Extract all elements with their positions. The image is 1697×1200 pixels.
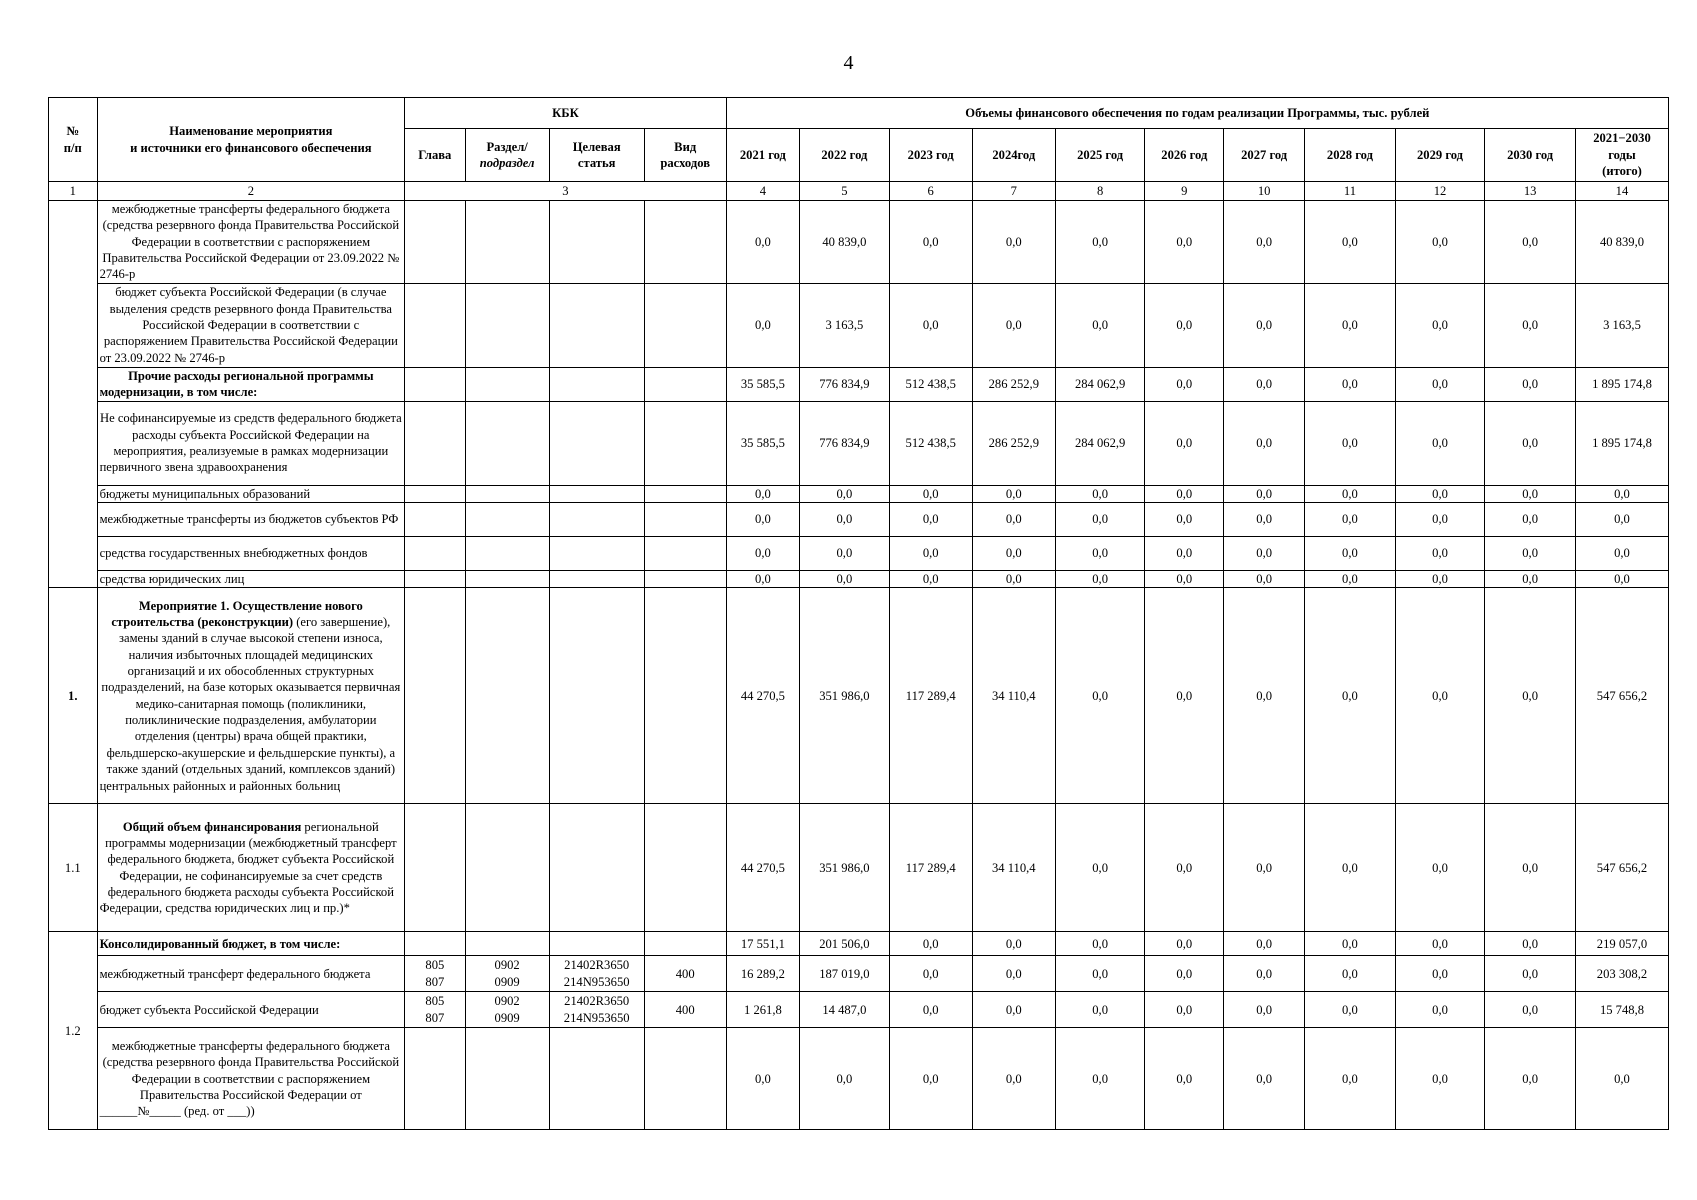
- year-value: 34 110,4: [972, 804, 1055, 932]
- year-value: 0,0: [1485, 536, 1576, 570]
- row-number: 1.: [49, 588, 98, 804]
- table-row: [49, 283, 1669, 367]
- year-value: 219 057,0: [1575, 932, 1668, 956]
- kbk-glava: [405, 932, 465, 956]
- year-value: 0,0: [726, 570, 799, 587]
- row-name-text: средства юридических лиц: [99, 571, 245, 586]
- year-value: 0,0: [972, 485, 1055, 502]
- row-name-text: средства государственных внебюджетных фондов: [99, 546, 368, 561]
- header-vid: Вид расходов: [644, 129, 726, 182]
- row-name-bold: Консолидированный бюджет, в том числе:: [99, 936, 341, 951]
- column-number: 6: [889, 182, 972, 201]
- year-value: 0,0: [1224, 804, 1305, 932]
- year-value: 547 656,2: [1575, 588, 1668, 804]
- row-name: [97, 536, 405, 570]
- kbk-razdel: [465, 1028, 549, 1130]
- header-year-total: 2021−2030 годы (итого): [1575, 129, 1668, 182]
- year-value: 0,0: [1224, 536, 1305, 570]
- year-value: 0,0: [1485, 502, 1576, 536]
- year-value: 0,0: [800, 485, 890, 502]
- year-value: 0,0: [1485, 1028, 1576, 1130]
- year-value: 0,0: [1305, 502, 1396, 536]
- year-value: 0,0: [972, 1028, 1055, 1130]
- year-value: 0,0: [1305, 201, 1396, 284]
- year-value: 284 062,9: [1055, 401, 1145, 485]
- year-value: 0,0: [1145, 367, 1224, 401]
- kbk-glava: 805 807: [405, 956, 465, 992]
- header-volumes: Объемы финансового обеспечения по годам реализации Программы, тыс. рублей: [726, 98, 1668, 129]
- table-row: [49, 1028, 1669, 1130]
- year-value: 0,0: [1145, 1028, 1224, 1130]
- year-value: 0,0: [1575, 570, 1668, 587]
- year-value: 0,0: [1145, 804, 1224, 932]
- year-value: 0,0: [1395, 588, 1485, 804]
- column-number: 11: [1305, 182, 1396, 201]
- column-number: 10: [1224, 182, 1305, 201]
- year-value: 0,0: [726, 536, 799, 570]
- year-value: 0,0: [1395, 570, 1485, 587]
- year-value: 286 252,9: [972, 367, 1055, 401]
- row-name: [97, 804, 405, 932]
- kbk-celevaya: 21402R3650 214N953650: [549, 956, 644, 992]
- year-value: 0,0: [1055, 804, 1145, 932]
- kbk-celevaya: [549, 588, 644, 804]
- column-number: 14: [1575, 182, 1668, 201]
- kbk-razdel: [465, 932, 549, 956]
- header-year: 2026 год: [1145, 129, 1224, 182]
- kbk-vid: 400: [644, 956, 726, 992]
- kbk-celevaya: [549, 201, 644, 284]
- kbk-razdel: [465, 502, 549, 536]
- year-value: 1 895 174,8: [1575, 401, 1668, 485]
- year-value: 0,0: [1224, 570, 1305, 587]
- year-value: 201 506,0: [800, 932, 890, 956]
- table-row: [49, 536, 1669, 570]
- year-value: 0,0: [972, 502, 1055, 536]
- year-value: 16 289,2: [726, 956, 799, 992]
- year-value: 35 585,5: [726, 367, 799, 401]
- kbk-celevaya: [549, 804, 644, 932]
- header-razdel-bottom: подраздел: [479, 156, 535, 170]
- year-value: 0,0: [1485, 992, 1576, 1028]
- year-value: 0,0: [1055, 570, 1145, 587]
- year-value: 0,0: [889, 502, 972, 536]
- year-value: 0,0: [1145, 401, 1224, 485]
- year-value: 3 163,5: [800, 283, 890, 367]
- row-name: [97, 367, 405, 401]
- year-value: 0,0: [1485, 588, 1576, 804]
- year-value: 0,0: [972, 992, 1055, 1028]
- table-row: [49, 201, 1669, 284]
- year-value: 0,0: [1145, 502, 1224, 536]
- kbk-vid: [644, 570, 726, 587]
- year-value: 0,0: [1055, 588, 1145, 804]
- year-value: 0,0: [1395, 932, 1485, 956]
- year-value: 0,0: [1305, 804, 1396, 932]
- year-value: 0,0: [1055, 1028, 1145, 1130]
- kbk-glava: [405, 367, 465, 401]
- year-value: 0,0: [889, 201, 972, 284]
- kbk-glava: [405, 502, 465, 536]
- year-value: 0,0: [889, 932, 972, 956]
- kbk-razdel: [465, 588, 549, 804]
- year-value: 0,0: [1305, 992, 1396, 1028]
- year-value: 0,0: [889, 992, 972, 1028]
- header-year: 2023 год: [889, 129, 972, 182]
- column-number: 3: [405, 182, 727, 201]
- year-value: 0,0: [1305, 283, 1396, 367]
- kbk-razdel: 0902 0909: [465, 992, 549, 1028]
- header-kbk: КБК: [405, 98, 727, 129]
- kbk-celevaya: [549, 502, 644, 536]
- row-name-text: межбюджетные трансферты федерального бюджета (средства резервного фонда Правительства Российской Федерации в соответствии с распоряжением Правительства Российской Федерации от ______№_____ (ред. от ___)): [99, 1038, 400, 1119]
- header-year: 2024год: [972, 129, 1055, 182]
- year-value: 0,0: [1395, 367, 1485, 401]
- year-value: 34 110,4: [972, 588, 1055, 804]
- kbk-celevaya: [549, 570, 644, 587]
- year-value: 0,0: [1055, 992, 1145, 1028]
- year-value: 0,0: [1485, 932, 1576, 956]
- year-value: 0,0: [1305, 932, 1396, 956]
- year-value: 0,0: [726, 201, 799, 284]
- row-name-text: межбюджетный трансферт федерального бюджета: [99, 966, 371, 981]
- table-row: [49, 367, 1669, 401]
- column-number: 12: [1395, 182, 1485, 201]
- year-value: 0,0: [1055, 502, 1145, 536]
- year-value: 117 289,4: [889, 588, 972, 804]
- kbk-vid: [644, 1028, 726, 1130]
- year-value: 0,0: [800, 502, 890, 536]
- year-value: 0,0: [1145, 570, 1224, 587]
- header-year: 2028 год: [1305, 129, 1396, 182]
- year-value: 0,0: [726, 283, 799, 367]
- year-value: 0,0: [1145, 932, 1224, 956]
- year-value: 351 986,0: [800, 804, 890, 932]
- row-name-text: межбюджетные трансферты из бюджетов субъектов РФ: [99, 512, 399, 527]
- row-name: [97, 992, 405, 1028]
- year-value: 0,0: [889, 283, 972, 367]
- column-number: 7: [972, 182, 1055, 201]
- year-value: 284 062,9: [1055, 367, 1145, 401]
- year-value: 286 252,9: [972, 401, 1055, 485]
- year-value: 0,0: [1395, 992, 1485, 1028]
- year-value: 0,0: [1575, 485, 1668, 502]
- year-value: 0,0: [1575, 1028, 1668, 1130]
- header-year: 2021 год: [726, 129, 799, 182]
- year-value: 0,0: [1395, 956, 1485, 992]
- kbk-razdel: [465, 201, 549, 284]
- year-value: 0,0: [1395, 485, 1485, 502]
- year-value: 0,0: [1224, 992, 1305, 1028]
- year-value: 547 656,2: [1575, 804, 1668, 932]
- kbk-razdel: [465, 485, 549, 502]
- year-value: 35 585,5: [726, 401, 799, 485]
- year-value: 0,0: [1224, 502, 1305, 536]
- year-value: 0,0: [1145, 536, 1224, 570]
- year-value: 0,0: [972, 536, 1055, 570]
- year-value: 0,0: [1305, 401, 1396, 485]
- year-value: 0,0: [726, 485, 799, 502]
- year-value: 0,0: [1224, 485, 1305, 502]
- header-num: № п/п: [49, 98, 98, 182]
- year-value: 0,0: [1145, 201, 1224, 284]
- header-year: 2029 год: [1395, 129, 1485, 182]
- kbk-glava: [405, 1028, 465, 1130]
- column-number: 8: [1055, 182, 1145, 201]
- year-value: 0,0: [1395, 1028, 1485, 1130]
- kbk-razdel: [465, 570, 549, 587]
- kbk-glava: [405, 804, 465, 932]
- year-value: 0,0: [1224, 401, 1305, 485]
- row-name: [97, 502, 405, 536]
- year-value: 0,0: [1305, 485, 1396, 502]
- year-value: 0,0: [1485, 956, 1576, 992]
- year-value: 17 551,1: [726, 932, 799, 956]
- table-row: [49, 401, 1669, 485]
- year-value: 0,0: [1224, 283, 1305, 367]
- year-value: 0,0: [889, 485, 972, 502]
- year-value: 0,0: [726, 502, 799, 536]
- kbk-celevaya: [549, 485, 644, 502]
- year-value: 14 487,0: [800, 992, 890, 1028]
- kbk-celevaya: [549, 367, 644, 401]
- column-number: 2: [97, 182, 405, 201]
- column-number: 13: [1485, 182, 1576, 201]
- year-value: 0,0: [1395, 283, 1485, 367]
- year-value: 512 438,5: [889, 367, 972, 401]
- kbk-razdel: 0902 0909: [465, 956, 549, 992]
- year-value: 0,0: [1575, 536, 1668, 570]
- row-name-text: Не софинансируемые из средств федерального бюджета расходы субъекта Российской Федерации на мероприятия, реализуемые в рамках модернизации первичного звена здравоохранения: [99, 411, 402, 475]
- year-value: 0,0: [1145, 992, 1224, 1028]
- year-value: 0,0: [1055, 536, 1145, 570]
- year-value: 0,0: [800, 536, 890, 570]
- kbk-glava: [405, 283, 465, 367]
- kbk-glava: [405, 570, 465, 587]
- year-value: 1 895 174,8: [1575, 367, 1668, 401]
- kbk-razdel: [465, 804, 549, 932]
- header-year: 2030 год: [1485, 129, 1576, 182]
- table-row: [49, 932, 1669, 956]
- table-row: [49, 502, 1669, 536]
- row-number: 1.1: [49, 804, 98, 932]
- table-row: [49, 485, 1669, 502]
- year-value: 0,0: [1395, 502, 1485, 536]
- kbk-celevaya: [549, 283, 644, 367]
- year-value: 0,0: [1224, 1028, 1305, 1130]
- year-value: 0,0: [1224, 956, 1305, 992]
- year-value: 0,0: [1485, 283, 1576, 367]
- year-value: 0,0: [1224, 367, 1305, 401]
- year-value: 187 019,0: [800, 956, 890, 992]
- year-value: 0,0: [1305, 956, 1396, 992]
- header-year: 2022 год: [800, 129, 890, 182]
- header-razdel: [465, 129, 549, 182]
- kbk-vid: [644, 201, 726, 284]
- column-number: 4: [726, 182, 799, 201]
- year-value: 0,0: [972, 570, 1055, 587]
- kbk-vid: [644, 283, 726, 367]
- row-name-bold: Общий объем финансирования: [122, 819, 302, 834]
- header-glava: Глава: [405, 129, 465, 182]
- year-value: 0,0: [972, 283, 1055, 367]
- year-value: 0,0: [1224, 201, 1305, 284]
- page-number: 4: [843, 52, 854, 74]
- table-row: [49, 570, 1669, 587]
- year-value: 0,0: [1485, 804, 1576, 932]
- year-value: 0,0: [1395, 201, 1485, 284]
- kbk-vid: 400: [644, 992, 726, 1028]
- year-value: 40 839,0: [1575, 201, 1668, 284]
- year-value: 203 308,2: [1575, 956, 1668, 992]
- year-value: 117 289,4: [889, 804, 972, 932]
- kbk-celevaya: [549, 536, 644, 570]
- column-number: 1: [49, 182, 98, 201]
- kbk-razdel: [465, 367, 549, 401]
- year-value: 0,0: [1145, 588, 1224, 804]
- year-value: 0,0: [972, 201, 1055, 284]
- row-name-text: (его завершение), замены зданий в случае высокой степени износа, наличия избыточных площадей медицинских организаций и их обособленных структурных подразделений, на базе которых оказывается первичная медико-санитарная помощь (поликлиники, поликлинические подразделения, амбулатории отделения (центры) врача общей практики, фельдшерско-акушерские и фельдшерские пункты), а также зданий (отдельных зданий, комплексов зданий) центральных районных и районных больниц: [99, 614, 401, 793]
- table-row: [49, 956, 1669, 992]
- year-value: 0,0: [1055, 201, 1145, 284]
- row-name: [97, 570, 405, 587]
- year-value: 0,0: [726, 1028, 799, 1130]
- row-name-text: бюджет субъекта Российской Федерации: [99, 1002, 319, 1017]
- kbk-vid: [644, 485, 726, 502]
- year-value: 0,0: [1305, 1028, 1396, 1130]
- year-value: 0,0: [1485, 367, 1576, 401]
- year-value: 0,0: [1055, 956, 1145, 992]
- year-value: 0,0: [889, 570, 972, 587]
- header-name: Наименование мероприятия и источники его финансового обеспечения: [97, 98, 405, 182]
- kbk-glava: 805 807: [405, 992, 465, 1028]
- row-name-text: межбюджетные трансферты федерального бюджета (средства резервного фонда Правительства Российской Федерации в соответствии с распоряжением Правительства Российской Федерации от 23.09.2022 № 2746-р: [99, 202, 400, 282]
- column-number: 5: [800, 182, 890, 201]
- column-numbers-row: [49, 182, 1669, 201]
- kbk-razdel: [465, 536, 549, 570]
- row-name-bold: Мероприятие 1. Осуществление нового строительства (реконструкции): [111, 598, 363, 629]
- kbk-vid: [644, 588, 726, 804]
- year-value: 0,0: [1055, 283, 1145, 367]
- kbk-vid: [644, 932, 726, 956]
- year-value: 0,0: [1055, 932, 1145, 956]
- year-value: 776 834,9: [800, 401, 890, 485]
- row-name-bold: Прочие расходы региональной программы модернизации, в том числе:: [99, 368, 374, 400]
- kbk-celevaya: [549, 932, 644, 956]
- row-name-text: бюджеты муниципальных образований: [99, 486, 311, 501]
- header-year: 2027 год: [1224, 129, 1305, 182]
- row-number: [49, 201, 98, 588]
- year-value: 0,0: [1055, 485, 1145, 502]
- year-value: 0,0: [889, 1028, 972, 1130]
- year-value: 0,0: [1224, 932, 1305, 956]
- year-value: 40 839,0: [800, 201, 890, 284]
- kbk-glava: [405, 401, 465, 485]
- kbk-celevaya: [549, 1028, 644, 1130]
- kbk-glava: [405, 536, 465, 570]
- kbk-celevaya: 21402R3650 214N953650: [549, 992, 644, 1028]
- year-value: 0,0: [972, 956, 1055, 992]
- year-value: 0,0: [1485, 201, 1576, 284]
- year-value: 512 438,5: [889, 401, 972, 485]
- year-value: 0,0: [1485, 570, 1576, 587]
- year-value: 1 261,8: [726, 992, 799, 1028]
- year-value: 0,0: [972, 932, 1055, 956]
- year-value: 0,0: [889, 536, 972, 570]
- year-value: 0,0: [1145, 283, 1224, 367]
- row-name-text: региональной программы модернизации (межбюджетный трансферт федерального бюджета, бюджет субъекта Российской Федерации, не софинансируемые за счет средств федерального бюджета расходы субъекта Российской Федерации, средства юридических лиц и пр.)*: [99, 819, 397, 916]
- financing-table: [48, 97, 1669, 1130]
- year-value: 0,0: [800, 570, 890, 587]
- year-value: 0,0: [1395, 804, 1485, 932]
- row-number: 1.2: [49, 932, 98, 1130]
- row-name: [97, 588, 405, 804]
- year-value: 0,0: [1145, 956, 1224, 992]
- year-value: 0,0: [1575, 502, 1668, 536]
- year-value: 0,0: [889, 956, 972, 992]
- year-value: 0,0: [1305, 570, 1396, 587]
- row-name: [97, 201, 405, 284]
- year-value: 3 163,5: [1575, 283, 1668, 367]
- row-name: [97, 401, 405, 485]
- kbk-vid: [644, 401, 726, 485]
- kbk-razdel: [465, 401, 549, 485]
- row-name-text: бюджет субъекта Российской Федерации (в случае выделения средств резервного фонда Правительства Российской Федерации в соответствии с распоряжением Правительства Российской Федерации от 23.09.2022 № 2746-р: [99, 285, 398, 365]
- year-value: 0,0: [1395, 536, 1485, 570]
- kbk-vid: [644, 804, 726, 932]
- row-name: [97, 283, 405, 367]
- year-value: 0,0: [1395, 401, 1485, 485]
- year-value: 0,0: [1305, 536, 1396, 570]
- kbk-glava: [405, 201, 465, 284]
- header-year: 2025 год: [1055, 129, 1145, 182]
- table-row: [49, 804, 1669, 932]
- kbk-vid: [644, 536, 726, 570]
- year-value: 44 270,5: [726, 804, 799, 932]
- kbk-vid: [644, 367, 726, 401]
- table-row: [49, 992, 1669, 1028]
- row-name: [97, 1028, 405, 1130]
- year-value: 776 834,9: [800, 367, 890, 401]
- year-value: 44 270,5: [726, 588, 799, 804]
- row-name: [97, 932, 405, 956]
- header-razdel-top: Раздел/: [486, 139, 528, 154]
- kbk-celevaya: [549, 401, 644, 485]
- kbk-razdel: [465, 283, 549, 367]
- year-value: 15 748,8: [1575, 992, 1668, 1028]
- year-value: 0,0: [1305, 367, 1396, 401]
- year-value: 351 986,0: [800, 588, 890, 804]
- year-value: 0,0: [1224, 588, 1305, 804]
- table-row: [49, 588, 1669, 804]
- year-value: 0,0: [800, 1028, 890, 1130]
- row-name: [97, 485, 405, 502]
- year-value: 0,0: [1305, 588, 1396, 804]
- kbk-glava: [405, 588, 465, 804]
- year-value: 0,0: [1485, 401, 1576, 485]
- column-number: 9: [1145, 182, 1224, 201]
- year-value: 0,0: [1485, 485, 1576, 502]
- kbk-glava: [405, 485, 465, 502]
- kbk-vid: [644, 502, 726, 536]
- row-name: [97, 956, 405, 992]
- header-celevaya: Целевая статья: [549, 129, 644, 182]
- year-value: 0,0: [1145, 485, 1224, 502]
